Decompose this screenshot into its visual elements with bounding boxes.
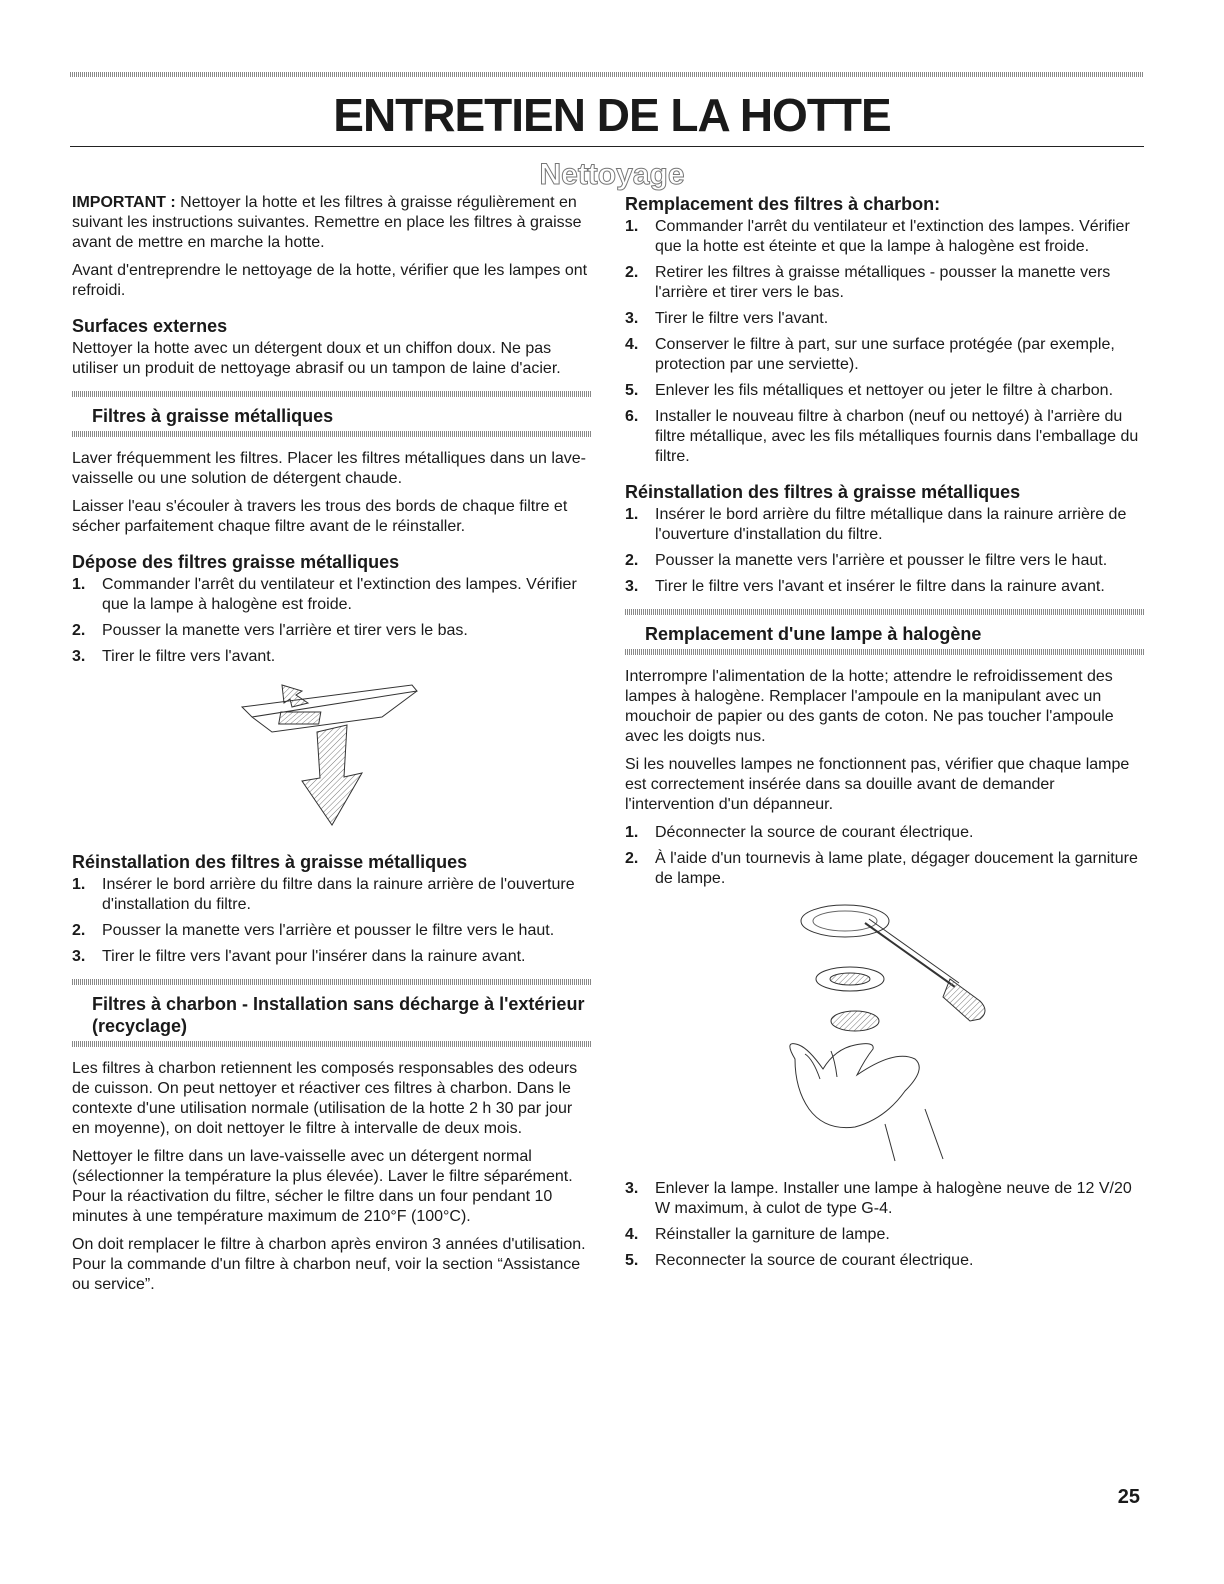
- list-item: [625, 335, 1145, 375]
- step-number: 1.: [625, 506, 639, 523]
- step-text: Insérer le bord arrière du filtre métallique dans la rainure arrière de l'ouverture d'installation du filtre.: [655, 506, 1127, 543]
- list-item: [625, 849, 1145, 889]
- list-item: [625, 823, 1145, 843]
- step-number: 2.: [625, 552, 639, 569]
- step-number: 6.: [625, 408, 639, 425]
- list-item: [625, 551, 1145, 571]
- list-item: [72, 621, 592, 641]
- step-number: 1.: [625, 218, 639, 235]
- step-number: 2.: [625, 264, 639, 281]
- list-item: [625, 505, 1145, 545]
- title-rule: [70, 146, 1144, 147]
- step-text: Installer le nouveau filtre à charbon (neuf ou nettoyé) à l'arrière du filtre métallique, avec les fils métalliques fournis dans l'emballage du filtre.: [655, 408, 1139, 465]
- list-item: [625, 309, 1145, 329]
- band-hatch-top: [72, 979, 592, 985]
- page-number: 25: [1117, 1486, 1140, 1508]
- list-item: [72, 875, 592, 915]
- step-text: Conserver le filtre à part, sur une surface protégée (par exemple, protection par une serviette).: [655, 336, 1115, 373]
- important-paragraph: [72, 193, 592, 253]
- rempl-heading: Remplacement des filtres à charbon:: [625, 194, 941, 214]
- halogen-lamp-illustration: [765, 899, 1005, 1169]
- step-text: Enlever la lampe. Installer une lampe à halogène neuve de 12 V/20 W maximum, à culot de type G-4.: [655, 1180, 1132, 1217]
- step-number: 2.: [625, 850, 639, 867]
- band-hatch-top: [625, 609, 1145, 615]
- step-number: 2.: [72, 922, 86, 939]
- step-text: Tirer le filtre vers l'avant.: [102, 648, 276, 665]
- step-number: 1.: [72, 576, 86, 593]
- step-text: Pousser la manette vers l'arrière et pousser le filtre vers le haut.: [102, 922, 555, 939]
- important-text: Nettoyer la hotte et les filtres à graisse régulièrement en suivant les instructions suivantes. Remettre en place les filtres à graisse avant de mettre en marche la hotte.: [72, 194, 582, 251]
- list-item: [625, 217, 1145, 257]
- section-title: Nettoyage: [539, 158, 685, 191]
- step-text: Tirer le filtre vers l'avant et insérer le filtre dans la rainure avant.: [655, 578, 1105, 595]
- lampe-paragraph-1: Interrompre l'alimentation de la hotte; attendre le refroidissement des lampes à halogène. Remplacer l'ampoule en la manipulant avec un mouchoir de papier ou des gants de coton. Ne pas toucher l'ampoule avec les doigts nus.: [625, 668, 1114, 745]
- list-item: [625, 1179, 1145, 1219]
- depose-heading: Dépose des filtres graisse métalliques: [72, 552, 400, 572]
- top-hatch-bar: [70, 72, 1144, 77]
- step-number: 3.: [72, 948, 86, 965]
- filter-removal-illustration: [232, 677, 432, 837]
- step-text: Enlever les fils métalliques et nettoyer ou jeter le filtre à charbon.: [655, 382, 1114, 399]
- band-hatch-top: [72, 391, 592, 397]
- step-number: 4.: [625, 1226, 639, 1243]
- list-item: [72, 575, 592, 615]
- step-text: Retirer les filtres à graisse métalliques - pousser la manette vers l'arrière et tirer vers le bas.: [655, 264, 1111, 301]
- list-item: [625, 381, 1145, 401]
- step-text: Pousser la manette vers l'arrière et tirer vers le bas.: [102, 622, 468, 639]
- right-column: [625, 193, 1145, 1277]
- step-text: Insérer le bord arrière du filtre dans la rainure arrière de l'ouverture d'installation du filtre.: [102, 876, 575, 913]
- page-title: ENTRETIEN DE LA HOTTE: [333, 89, 891, 141]
- surfaces-text: Nettoyer la hotte avec un détergent doux et un chiffon doux. Ne pas utiliser un produit de nettoyage abrasif ou un tampon de laine d'acier.: [72, 340, 561, 377]
- depose-steps: [72, 575, 592, 667]
- step-number: 4.: [625, 336, 639, 353]
- step-text: Déconnecter la source de courant électrique.: [655, 824, 974, 841]
- left-column: [72, 193, 592, 1303]
- step-text: Reconnecter la source de courant électrique.: [655, 1252, 974, 1269]
- list-item: [72, 947, 592, 967]
- step-number: 3.: [625, 578, 639, 595]
- step-number: 3.: [625, 310, 639, 327]
- charbon-band-title: Filtres à charbon - Installation sans décharge à l'extérieur (recyclage): [92, 994, 585, 1036]
- list-item: [72, 921, 592, 941]
- step-number: 1.: [72, 876, 86, 893]
- charbon-band: [72, 979, 592, 1047]
- step-text: Pousser la manette vers l'arrière et pousser le filtre vers le haut.: [655, 552, 1108, 569]
- filtres-band-title: Filtres à graisse métalliques: [92, 406, 334, 426]
- right-reinst-steps: [625, 505, 1145, 597]
- band-hatch-bottom: [72, 1041, 592, 1047]
- step-number: 2.: [72, 622, 86, 639]
- filtres-paragraph-2: Laisser l'eau s'écouler à travers les trous des bords de chaque filtre et sécher parfaitement chaque filtre avant de le réinstaller.: [72, 498, 568, 535]
- step-text: Commander l'arrêt du ventilateur et l'extinction des lampes. Vérifier que la hotte est éteinte et que la lampe à halogène est froide.: [655, 218, 1130, 255]
- list-item: [625, 407, 1145, 467]
- filtres-paragraph-1: Laver fréquemment les filtres. Placer les filtres métalliques dans un lave-vaisselle ou une solution de détergent chaude.: [72, 450, 586, 487]
- lampe-steps-a: [625, 823, 1145, 889]
- step-number: 5.: [625, 1252, 639, 1269]
- important-label: IMPORTANT :: [72, 194, 176, 211]
- rempl-steps: [625, 217, 1145, 467]
- reinst-steps: [72, 875, 592, 967]
- charbon-paragraph-2: Nettoyer le filtre dans un lave-vaisselle avec un détergent normal (sélectionner la température la plus élevée). Laver le filtre séparément. Pour la réactivation du filtre, sécher le filtre dans un four pendant 10 minutes à une température maximum de 210°F (100°C).: [72, 1148, 573, 1225]
- step-text: Tirer le filtre vers l'avant pour l'insérer dans la rainure avant.: [102, 948, 526, 965]
- list-item: [72, 647, 592, 667]
- list-item: [625, 1225, 1145, 1245]
- lampe-steps-b: [625, 1179, 1145, 1271]
- step-number: 3.: [72, 648, 86, 665]
- step-number: 1.: [625, 824, 639, 841]
- step-text: À l'aide d'un tournevis à lame plate, dégager doucement la garniture de lampe.: [655, 850, 1138, 887]
- band-hatch-bottom: [625, 649, 1145, 655]
- step-text: Réinstaller la garniture de lampe.: [655, 1226, 890, 1243]
- lampe-band-title: Remplacement d'une lampe à halogène: [645, 624, 982, 644]
- band-hatch-bottom: [72, 431, 592, 437]
- list-item: [625, 263, 1145, 303]
- list-item: [625, 1251, 1145, 1271]
- reinst-heading: Réinstallation des filtres à graisse métalliques: [72, 852, 468, 872]
- step-number: 3.: [625, 1180, 639, 1197]
- filtres-band: [72, 391, 592, 437]
- step-text: Tirer le filtre vers l'avant.: [655, 310, 829, 327]
- lampe-band: [625, 609, 1145, 655]
- surfaces-heading: Surfaces externes: [72, 316, 228, 336]
- charbon-paragraph-3: On doit remplacer le filtre à charbon après environ 3 années d'utilisation. Pour la commande d'un filtre à charbon neuf, voir la section “Assistance ou service”.: [72, 1236, 586, 1293]
- list-item: [625, 577, 1145, 597]
- step-text: Commander l'arrêt du ventilateur et l'extinction des lampes. Vérifier que la lampe à halogène est froide.: [102, 576, 577, 613]
- lampe-paragraph-2: Si les nouvelles lampes ne fonctionnent pas, vérifier que chaque lampe est correctement insérée dans sa douille avant de demander l'intervention d'un dépanneur.: [625, 756, 1130, 813]
- right-reinst-heading: Réinstallation des filtres à graisse métalliques: [625, 482, 1021, 502]
- intro-paragraph: Avant d'entreprendre le nettoyage de la hotte, vérifier que les lampes ont refroidi.: [72, 262, 588, 299]
- step-number: 5.: [625, 382, 639, 399]
- charbon-paragraph-1: Les filtres à charbon retiennent les composés responsables des odeurs de cuisson. On peut nettoyer et réactiver ces filtres à charbon. Dans le contexte d'une utilisation normale (utilisation de la hotte 2 h 30 par jour en moyenne), on doit nettoyer le filtre à intervalle de deux mois.: [72, 1060, 578, 1137]
